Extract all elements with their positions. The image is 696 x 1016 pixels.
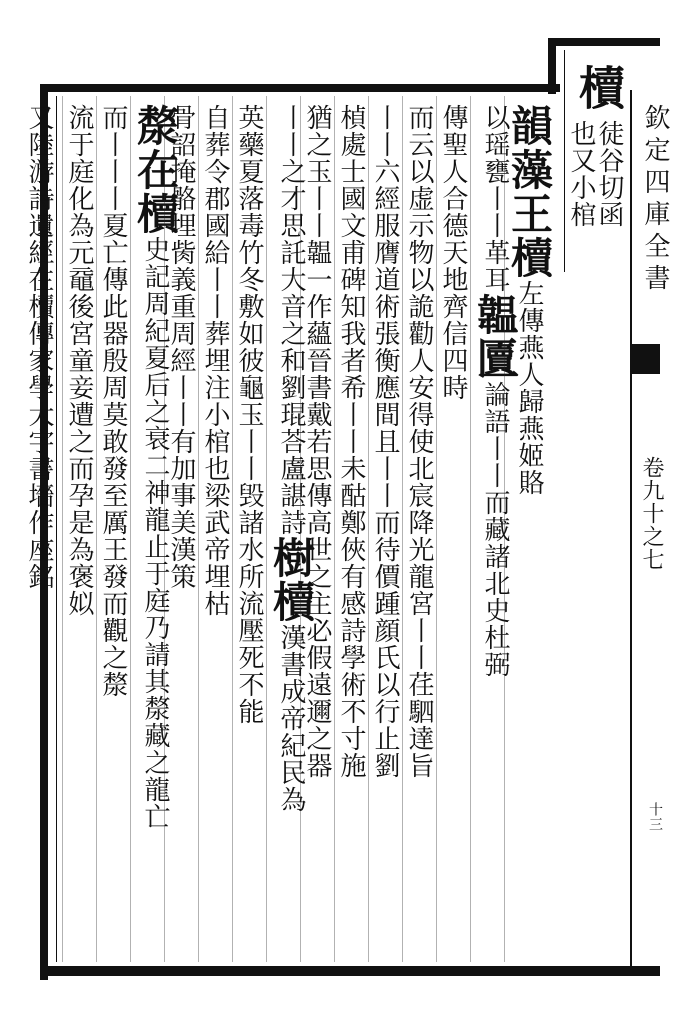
corner-line-1: 徒谷切函: [594, 120, 624, 228]
text-column-1-segment: 韻藻: [505, 104, 554, 192]
text-column-12: [131, 104, 180, 964]
text-column-6-segment: 楨處士國文甫碑知我者希丨丨未酤鄭俠有感詩學術不寸施: [336, 104, 366, 779]
text-column-15: [26, 104, 52, 964]
margin-divider: [630, 90, 632, 970]
text-column-4: [406, 104, 432, 964]
text-column-2-segment: 韞匵: [471, 293, 520, 381]
text-column-13-segment: 而丨丨丨夏亡傳此器殷周莫敢發至厲王發而觀之漦: [98, 104, 128, 698]
text-column-8-segment: 漢書成帝紀民為: [276, 624, 306, 813]
text-column-8-segment: 樹櫝: [267, 536, 316, 624]
text-column-3-segment: 傳聖人合德天地齊信四時: [438, 104, 468, 401]
text-column-10: [202, 104, 228, 964]
corner-line-2: 也又小棺: [566, 120, 596, 228]
column-rule: [62, 96, 63, 962]
text-column-7-segment: 猶之玉丨丨韞一作蘊晉書戴若思傳高世之主必假遠邇之器: [302, 104, 332, 779]
frame-top-rule: [40, 84, 560, 92]
text-column-6: [338, 104, 364, 964]
text-column-3: [440, 104, 466, 964]
text-column-8: [267, 104, 316, 964]
column-rule: [436, 96, 437, 962]
text-column-5-segment: 丨丨六經服膺道術張衡應間且丨丨而待價踵顔氏以行止劉: [370, 104, 400, 779]
column-rule: [300, 96, 301, 962]
margin-chapter: 卷九十之七: [639, 456, 664, 571]
text-column-12-segment: 漦在櫝: [131, 104, 180, 236]
text-column-5: [372, 104, 398, 964]
text-column-2-segment: 論語丨丨而藏諸: [480, 381, 510, 570]
text-column-14-segment: 流于庭化為元黿後宮童妾遭之而孕是為褒姒: [64, 104, 94, 617]
text-column-2-segment: 北史杜弼: [480, 570, 510, 678]
text-column-2-segment: 革耳: [480, 239, 510, 293]
text-column-1-segment: 王櫝: [505, 192, 554, 280]
column-rule: [266, 96, 267, 962]
text-column-1-segment: 左傳燕人歸燕姬賂: [514, 280, 544, 496]
column-rule: [164, 96, 165, 962]
text-column-11-segment: 骨詔掩骼埋胔義重周經丨丨有加事美漢策: [166, 104, 196, 590]
margin-leaf-mark: 十三: [647, 802, 663, 832]
corner-headword: 櫝: [572, 64, 626, 111]
column-rule: [504, 96, 505, 962]
column-rule: [198, 96, 199, 962]
frame-inner-line: [56, 96, 57, 962]
column-rule: [368, 96, 369, 962]
text-column-2: [471, 104, 520, 964]
column-rule: [96, 96, 97, 962]
column-rule: [334, 96, 335, 962]
column-rule: [402, 96, 403, 962]
text-column-9: [236, 104, 262, 964]
text-column-4-segment: 而云以虚示物以詭勸人安得使北宸降光龍宮丨丨荏駟達旨: [404, 104, 434, 779]
frame-top-rule-right: [548, 38, 660, 46]
margin-book-title: 欽定四庫全書: [640, 104, 670, 296]
frame-corner-left: [548, 38, 556, 94]
text-column-13: [100, 104, 126, 964]
column-rule: [470, 96, 471, 962]
text-column-9-segment: 英藥夏落毒竹冬敷如彼龜玉丨丨毁諸: [234, 104, 264, 536]
corner-box-line: [564, 50, 565, 272]
column-rule: [130, 96, 131, 962]
fishtail-mark: [632, 344, 660, 374]
text-column-14: [66, 104, 92, 964]
text-column-10-segment: 自葬令郡國給丨丨葬埋注小棺也梁武帝埋枯: [200, 104, 230, 617]
text-column-9-segment: 水所流壓死不能: [234, 536, 264, 725]
text-column-8-segment: 丨丨之才思託大音之和劉琨荅盧諶詩: [276, 104, 306, 536]
frame-bottom-rule: [40, 966, 660, 976]
column-rule: [232, 96, 233, 962]
text-column-15-segment: 又陸游詩遺經在櫝傳家學大字書墻作座銘: [24, 104, 54, 590]
text-column-12-segment: 史記周紀夏后之衰二神龍止于庭乃請其漦藏之龍亡: [140, 236, 170, 830]
text-column-2-segment: 以瑶甕丨丨: [480, 104, 510, 239]
